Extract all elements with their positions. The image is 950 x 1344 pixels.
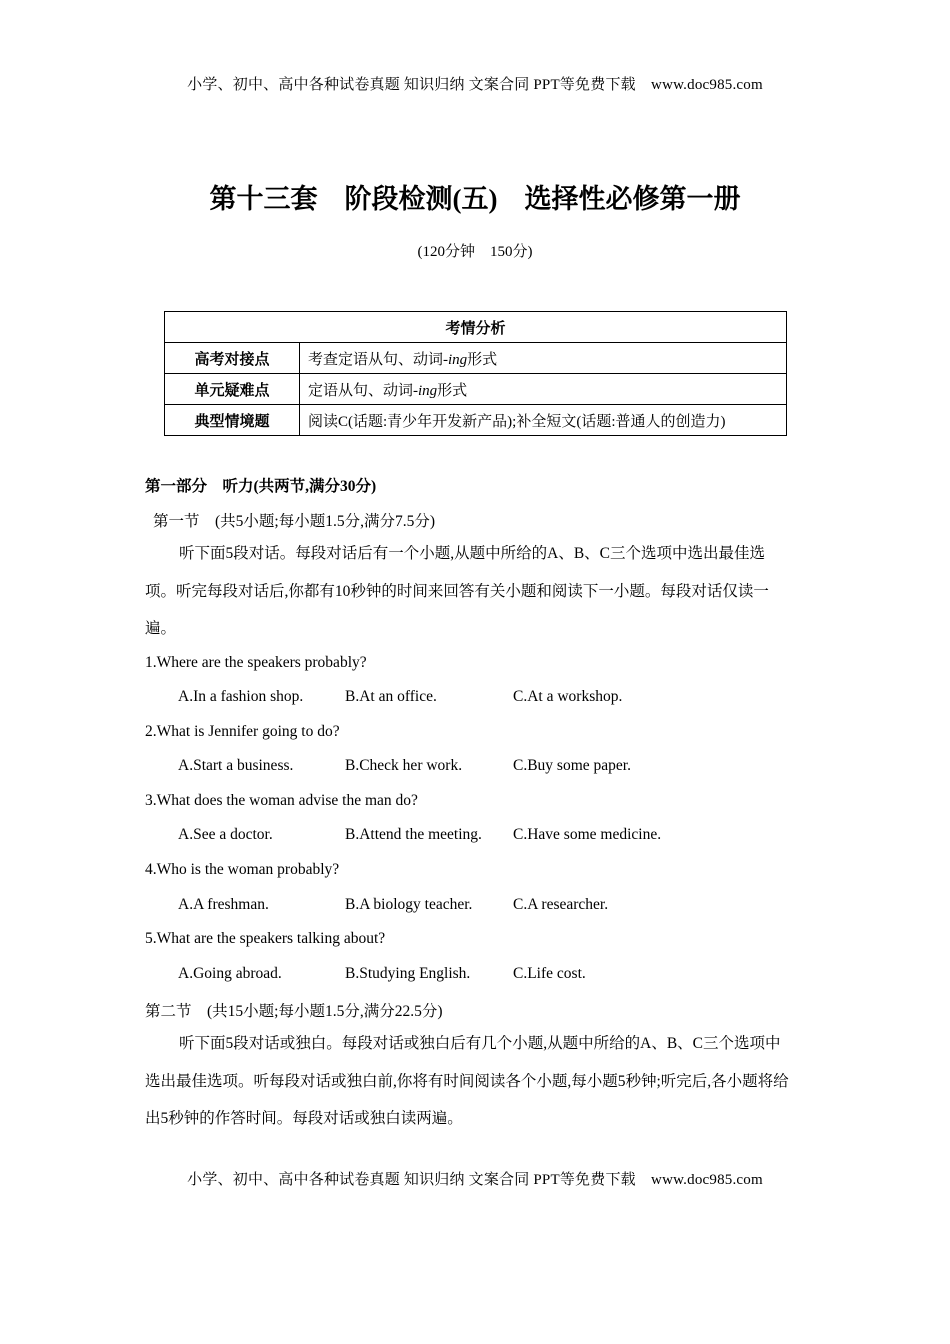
option-b: B.At an office. — [345, 688, 437, 705]
option-b: B.A biology teacher. — [345, 896, 473, 913]
analysis-value: 定语从句、动词-ing形式 — [300, 374, 787, 405]
option-c: C.Have some medicine. — [513, 826, 662, 843]
part1-heading: 第一部分 听力(共两节,满分30分) — [145, 478, 377, 495]
question-text: 1.Where are the speakers probably? — [145, 654, 367, 671]
option-a: A.Start a business. — [178, 757, 294, 774]
section1-heading: 第一节 (共5小题;每小题1.5分,满分7.5分) — [153, 513, 436, 530]
question-text: 3.What does the woman advise the man do? — [145, 792, 418, 809]
option-c: C.At a workshop. — [513, 688, 623, 705]
analysis-key: 单元疑难点 — [165, 374, 300, 405]
analysis-value: 考查定语从句、动词-ing形式 — [300, 343, 787, 374]
section1-instructions: 听下面5段对话。每段对话后有一个小题,从题中所给的A、B、C三个选项中选出最佳选项。听完每段对话后,你都有10秒钟的时间来回答有关小题和阅读下一小题。每段对话仅读一遍。 — [145, 545, 769, 637]
question-text: 5.What are the speakers talking about? — [145, 930, 386, 947]
option-b: B.Check her work. — [345, 757, 463, 774]
option-a: A.In a fashion shop. — [178, 688, 304, 705]
analysis-key: 典型情境题 — [165, 405, 300, 436]
option-a: A.A freshman. — [178, 896, 269, 913]
analysis-table — [164, 311, 787, 436]
question-text: 2.What is Jennifer going to do? — [145, 723, 340, 740]
analysis-row — [165, 405, 787, 436]
page-subtitle: (120分钟 150分) — [417, 244, 533, 260]
option-c: C.Buy some paper. — [513, 757, 631, 774]
option-c: C.A researcher. — [513, 896, 609, 913]
analysis-row — [165, 374, 787, 405]
section2-instructions: 听下面5段对话或独白。每段对话或独白后有几个小题,从题中所给的A、B、C三个选项中选出最佳选项。听每段对话或独白前,你将有时间阅读各个小题,每小题5秒钟;听完后,各小题将给出5秒钟的作答时间。每段对话或独白读两遍。 — [145, 1035, 789, 1127]
analysis-value: 阅读C(话题:青少年开发新产品);补全短文(话题:普通人的创造力) — [300, 405, 787, 436]
option-a: A.Going abroad. — [178, 965, 282, 982]
option-c: C.Life cost. — [513, 965, 586, 982]
analysis-heading: 考情分析 — [165, 312, 787, 343]
page-footer: 小学、初中、高中各种试卷真题 知识归纳 文案合同 PPT等免费下载 www.doc985.com — [187, 1172, 763, 1188]
option-a: A.See a doctor. — [178, 826, 273, 843]
option-b: B.Attend the meeting. — [345, 826, 482, 843]
page-header: 小学、初中、高中各种试卷真题 知识归纳 文案合同 PPT等免费下载 www.doc985.com — [187, 77, 763, 93]
question-text: 4.Who is the woman probably? — [145, 861, 340, 878]
analysis-row — [165, 343, 787, 374]
analysis-key: 高考对接点 — [165, 343, 300, 374]
page-title: 第十三套 阶段检测(五) 选择性必修第一册 — [209, 184, 741, 214]
option-b: B.Studying English. — [345, 965, 471, 982]
section2-heading: 第二节 (共15小题;每小题1.5分,满分22.5分) — [145, 1003, 443, 1020]
